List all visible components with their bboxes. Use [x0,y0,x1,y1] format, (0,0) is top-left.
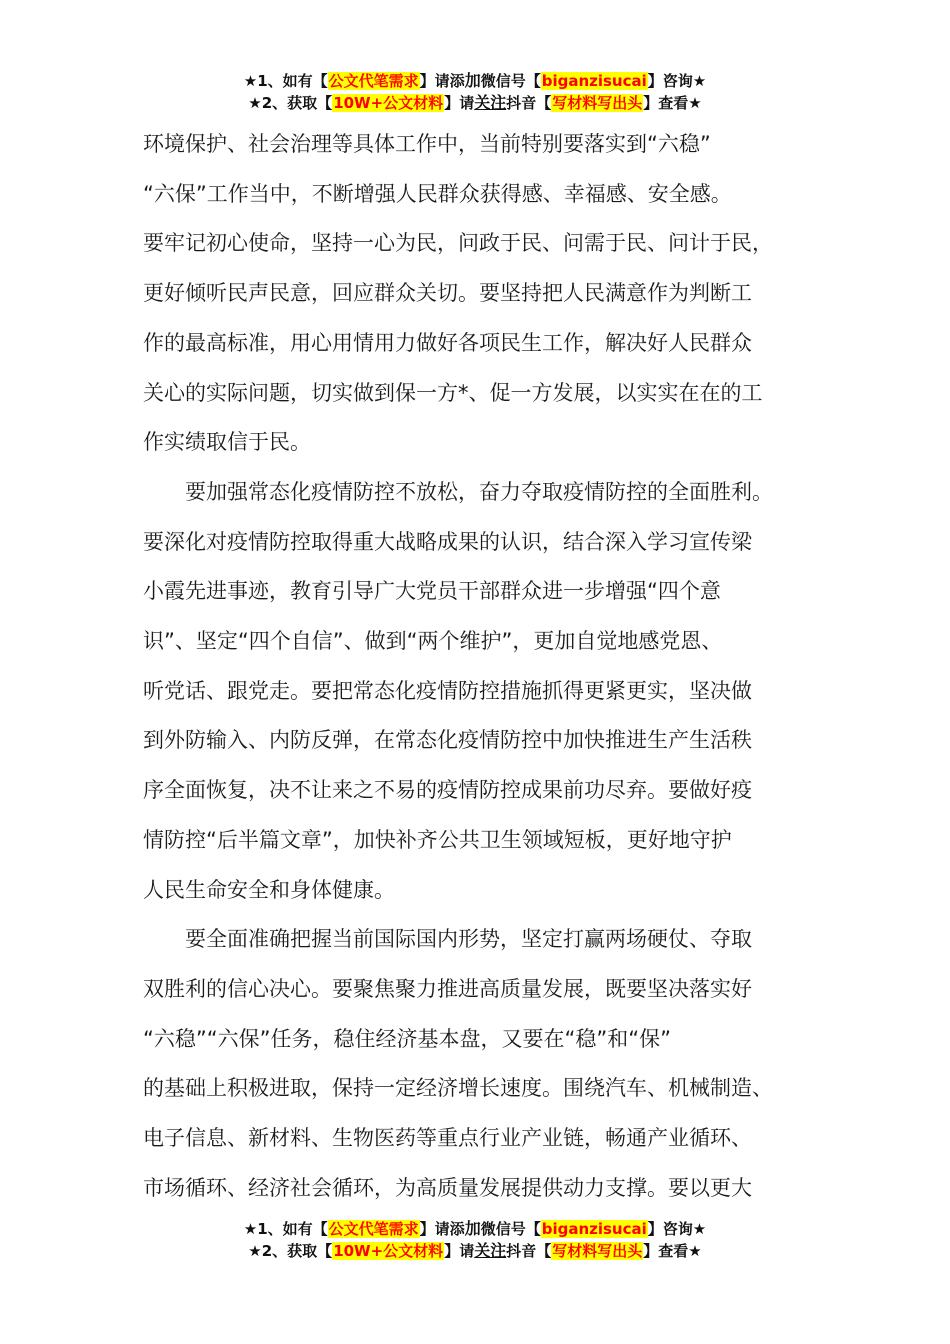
document-body [143,120,833,1213]
banner-text: 】查看★ [643,1242,702,1260]
highlight-text: 公文代笔需求 [328,1220,419,1238]
banner-text: ★1、如有【 [243,72,328,90]
banner-line-2 [0,92,950,114]
body-line: 作实绩取信于民。 [143,430,311,455]
body-line: 要全面准确把握当前国际国内形势，坚定打赢两场硬仗、夺取 [143,927,752,952]
banner-text: 】请 [444,1242,475,1260]
douyin-account: 写材料写出头 [552,94,643,112]
body-line: 的基础上积极进取，保持一定经济增长速度。围绕汽车、机械制造、 [143,1076,773,1101]
highlight-text: 10W+公文材料 [333,94,444,112]
body-line: 环境保护、社会治理等具体工作中，当前特别要落实到“六稳” [143,132,711,156]
banner-text: 】请 [444,94,475,112]
banner-text: 微信号【 [480,72,541,90]
banner-line-1 [0,70,950,92]
banner-line-1 [0,1218,950,1240]
body-line: “六保”工作当中，不断增强人民群众获得感、幸福感、安全感。 [143,181,732,206]
body-line: 电子信息、新材料、生物医药等重点行业产业链，畅通产业循环、 [143,1126,752,1151]
highlight-text: 10W+公文材料 [333,1242,444,1260]
body-line: 市场循环、经济社会循环，为高质量发展提供动力支撑。要以更大 [143,1175,752,1200]
body-line: 小霞先进事迹，教育引导广大党员干部群众进一步增强“四个意 [143,579,721,604]
banner-text: ★2、获取【 [248,94,333,112]
body-line: 双胜利的信心决心。要聚焦聚力推进高质量发展，既要坚决落实好 [143,976,752,1001]
footer-banner [0,1218,950,1262]
body-line: 要牢记初心使命，坚持一心为民，问政于民、问需于民、问计于民， [143,231,773,256]
douyin-account: 写材料写出头 [552,1242,643,1260]
banner-text: 】查看★ [643,94,702,112]
banner-text: 】请添 [419,1220,465,1238]
banner-text: 关注 [474,1241,507,1260]
banner-text: 抖音【 [506,1242,552,1260]
wechat-id: biganzisucai [541,72,647,90]
body-line: 序全面恢复，决不让来之不易的疫情防控成果前功尽弃。要做好疫 [143,778,752,803]
banner-text: 】咨询★ [647,72,707,90]
banner-text: 抖音【 [506,94,552,112]
body-line: 到外防输入、内防反弹，在常态化疫情防控中加快推进生产生活秩 [143,728,752,753]
banner-text: ★1、如有【 [243,1220,328,1238]
header-banner [0,70,950,114]
banner-text: ★2、获取【 [248,1242,333,1260]
banner-text: 加 [464,71,481,90]
banner-text: 关注 [474,93,507,112]
banner-text: 】咨询★ [647,1220,707,1238]
body-line: 更好倾听民声民意，回应群众关切。要坚持把人民满意作为判断工 [143,281,752,306]
body-line: “六稳”“六保”任务，稳住经济基本盘，又要在“稳”和“保” [143,1026,672,1051]
body-line: 关心的实际问题，切实做到保一方*、促一方发展，以实实在在的工 [143,380,763,405]
wechat-id: biganzisucai [541,1220,647,1238]
banner-text: 加 [464,1219,481,1238]
body-line: 作的最高标准，用心用情用力做好各项民生工作，解决好人民群众 [143,330,752,355]
highlight-text: 公文代笔需求 [328,72,419,90]
banner-line-2 [0,1240,950,1262]
body-line: 要深化对疫情防控取得重大战略成果的认识，结合深入学习宣传梁 [143,529,752,554]
banner-text: 微信号【 [480,1220,541,1238]
body-line: 情防控“后半篇文章”，加快补齐公共卫生领域短板，更好地守护 [143,827,732,852]
body-line: 听党话、跟党走。要把常态化疫情防控措施抓得更紧更实，坚决做 [143,678,752,703]
body-line: 识”、坚定“四个自信”、做到“两个维护”，更加自觉地感党恩、 [143,629,723,654]
banner-text: 】请添 [419,72,465,90]
body-line: 要加强常态化疫情防控不放松，奋力夺取疫情防控的全面胜利。 [143,479,773,504]
body-line: 人民生命安全和身体健康。 [143,877,395,902]
